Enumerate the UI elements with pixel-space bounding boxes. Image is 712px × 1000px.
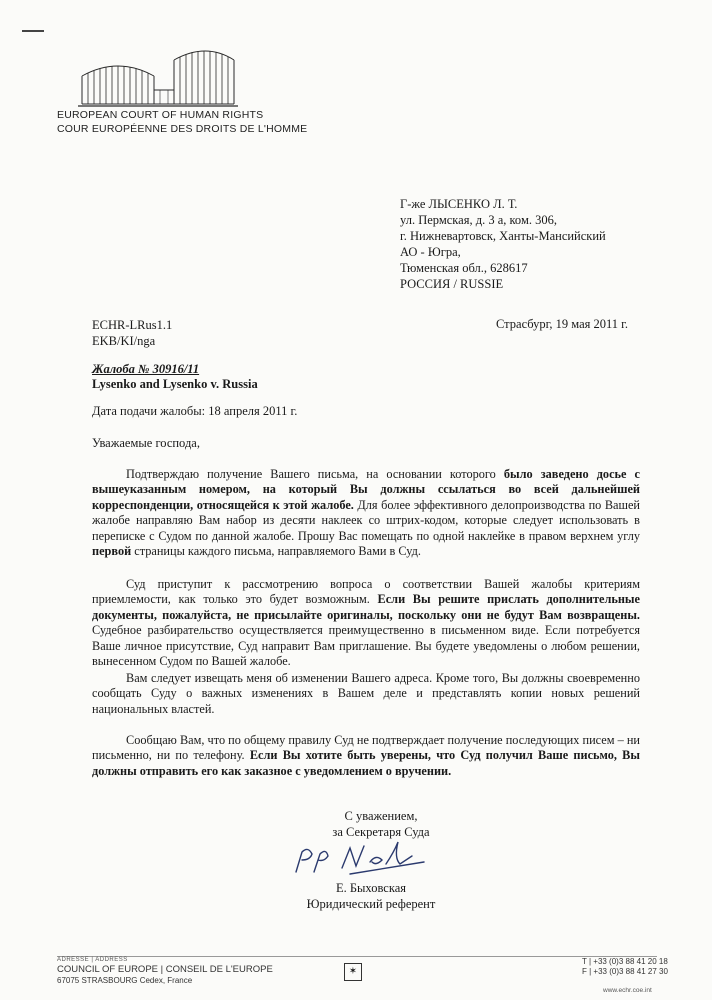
text-run-bold: Если Вы хотите быть уверены, что Суд получил Ваше письмо, Вы должны отправить его как заказное с уведомлением о вручении.	[92, 748, 640, 778]
text-run: Для более эффективного делопроизводства по Вашей жалобе направляю Вам набор из десяти наклеек со штрих-кодом, которые следует использовать в переписке с Судом по данной жалобе. Прошу Вас помещать по одной наклейке в правом верхнем углу	[92, 497, 640, 543]
text-run-bold: первой	[92, 544, 132, 559]
addressee-line: г. Нижневартовск, Ханты-Мансийский	[400, 229, 606, 243]
court-name-en: EUROPEAN COURT OF HUMAN RIGHTS	[57, 109, 264, 121]
addressee-line: ул. Пермская, д. 3 а, ком. 306,	[400, 213, 557, 227]
paragraph-admissibility	[92, 577, 640, 669]
signer-title: Юридический референт	[306, 897, 436, 911]
footer-fax: F | +33 (0)3 88 41 27 30	[582, 967, 668, 976]
text-run-bold: было заведено досье с вышеуказанным номером, на который Вы должны ссылаться во всей дальнейшей корреспонденции, относящейся к этой жалобе.	[92, 467, 640, 512]
salutation: Уважаемые господа,	[92, 436, 200, 450]
text-run: Судебное разбирательство осуществляется преимущественно в письменном виде. Если потребуется Ваше личное присутствие, Суд направит Вам приглашение. Вы будете уведомлены о любом решении, вынесенном Судом по Вашей жалобе.	[92, 623, 640, 669]
text-run: страницы каждого письма, направляемого Вами в Суд.	[131, 544, 421, 559]
signer-block	[296, 880, 446, 912]
addressee-line: РОССИЯ / RUSSIE	[400, 277, 504, 291]
paragraph-address-change	[92, 671, 640, 717]
footer-org: COUNCIL OF EUROPE | CONSEIL DE L'EUROPE	[57, 964, 273, 975]
text-run: Суд приступит к рассмотрению вопроса о соответствии Вашей жалобы критериям приемлемости, как только это будет возможным.	[92, 577, 640, 607]
text-run: Сообщаю Вам, что по общему правилу Суд не подтверждает получение последующих писем – ни письменно, ни по телефону.	[92, 733, 640, 763]
footer-phone: T | +33 (0)3 88 41 20 18	[582, 957, 668, 966]
reference-code: ECHR-LRus1.1	[92, 318, 173, 332]
addressee-line: АО - Югра,	[400, 245, 461, 259]
filing-date: Дата подачи жалобы: 18 апреля 2011 г.	[92, 404, 298, 418]
paragraph-receipt	[92, 733, 640, 779]
addressee-block	[400, 196, 606, 292]
closing-block	[316, 808, 446, 840]
footer-website: www.echr.coe.int	[603, 987, 652, 994]
closing-line: за Секретаря Суда	[332, 825, 430, 839]
closing-line: С уважением,	[344, 809, 418, 823]
reference-initials: EKB/KI/nga	[92, 334, 156, 348]
application-number: Жалоба № 30916/11	[92, 362, 200, 376]
footer-address-label: ADRESSE | ADDRESS	[57, 957, 128, 963]
text-run-bold: Если Вы решите прислать дополнительные документы, пожалуйста, не присылайте оригиналы, поскольку они не будут Вам возвращены.	[92, 592, 640, 622]
council-of-europe-stars-icon: ✶	[344, 963, 362, 981]
scan-mark	[22, 30, 44, 32]
court-name-fr: COUR EUROPÉENNE DES DROITS DE L'HOMME	[57, 123, 308, 135]
court-building-icon	[78, 46, 238, 108]
text-run: Вам следует извещать меня об изменении Вашего адреса. Кроме того, Вы должны своевременно сообщать Суду о важных изменениях в Вашем деле и представлять копии новых решений национальных властей.	[92, 671, 640, 716]
addressee-line: Г-же ЛЫСЕНКО Л. Т.	[400, 197, 518, 211]
footer-divider	[57, 956, 657, 957]
reference-block	[92, 317, 172, 349]
signer-name: Е. Быховская	[335, 881, 407, 895]
text-run: Подтверждаю получение Вашего письма, на основании которого	[126, 467, 504, 481]
signature	[290, 838, 430, 880]
letter-date: Страсбург, 19 мая 2011 г.	[496, 317, 629, 331]
case-name: Lysenko and Lysenko v. Russia	[92, 377, 258, 391]
footer-city: 67075 STRASBOURG Cedex, France	[57, 976, 193, 985]
addressee-line: Тюменская обл., 628617	[400, 261, 528, 275]
paragraph-acknowledgement	[92, 467, 640, 559]
subject-block	[92, 362, 258, 392]
